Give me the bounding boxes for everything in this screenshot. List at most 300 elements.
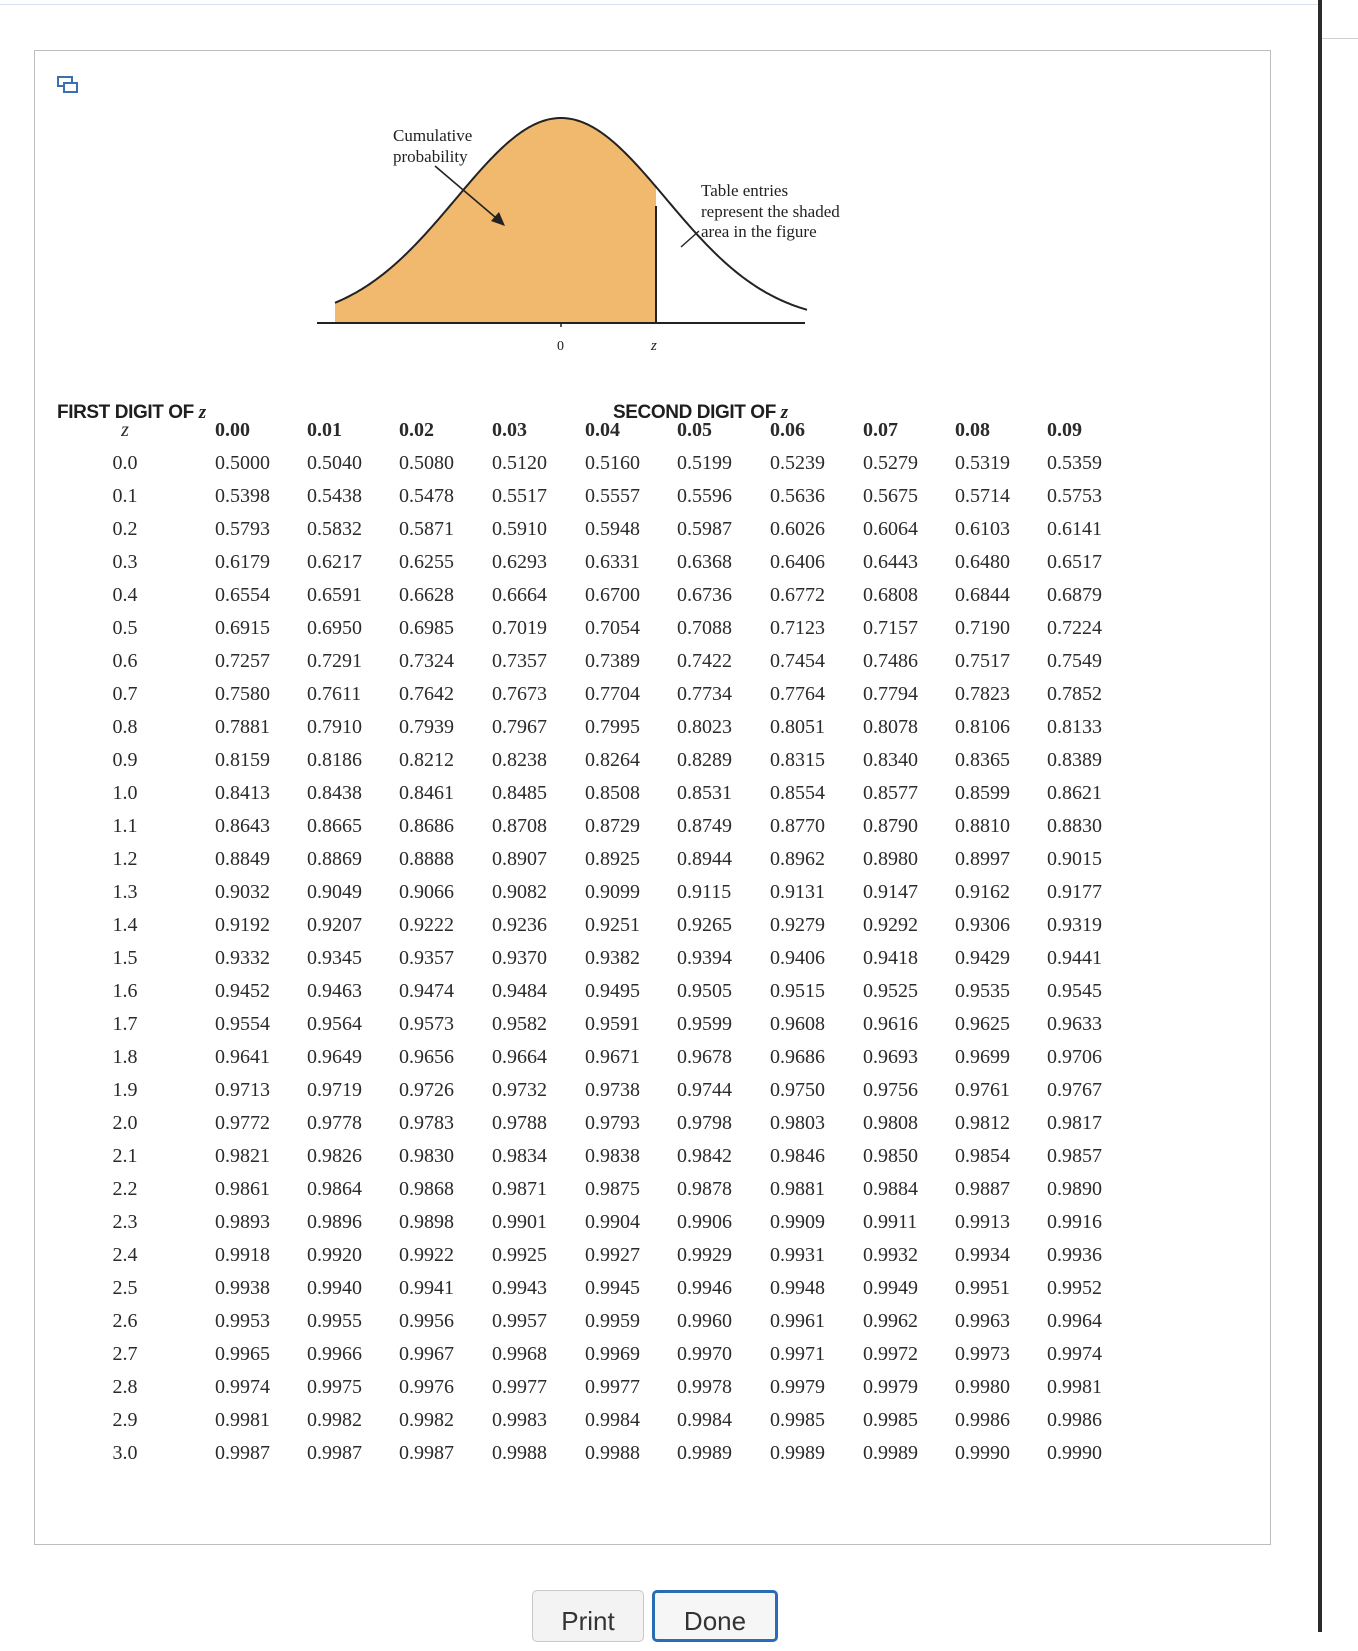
table-cell: 0.9049: [307, 881, 362, 903]
table-cell: 0.9987: [399, 1442, 454, 1464]
table-cell: 0.9934: [955, 1244, 1010, 1266]
table-cell: 0.5793: [215, 518, 270, 540]
table-cell: 0.9971: [770, 1343, 825, 1365]
column-header: 0.01: [307, 419, 342, 441]
table-cell: 0.9830: [399, 1145, 454, 1167]
table-cell: 0.7823: [955, 683, 1010, 705]
table-cell: 0.8869: [307, 848, 362, 870]
table-cell: 0.9842: [677, 1145, 732, 1167]
table-cell: 0.9984: [677, 1409, 732, 1431]
table-cell: 0.9938: [215, 1277, 270, 1299]
table-cell: 0.9357: [399, 947, 454, 969]
table-row: [35, 713, 1272, 741]
table-cell: 0.8790: [863, 815, 918, 837]
table-cell: 0.9982: [307, 1409, 362, 1431]
table-cell: 0.9099: [585, 881, 640, 903]
table-cell: 0.6915: [215, 617, 270, 639]
table-cell: 0.8508: [585, 782, 640, 804]
table-cell: 0.9761: [955, 1079, 1010, 1101]
table-cell: 0.9382: [585, 947, 640, 969]
table-row: [35, 482, 1272, 510]
z-row-label: 0.1: [112, 485, 138, 507]
table-cell: 0.9686: [770, 1046, 825, 1068]
table-cell: 0.9306: [955, 914, 1010, 936]
table-row: [35, 1406, 1272, 1434]
table-cell: 0.9756: [863, 1079, 918, 1101]
z-row-label: 0.2: [112, 518, 138, 540]
table-cell: 0.9981: [1047, 1376, 1102, 1398]
column-header: 0.02: [399, 419, 434, 441]
top-divider: [0, 4, 1318, 5]
table-cell: 0.9591: [585, 1013, 640, 1035]
table-cell: 0.9525: [863, 980, 918, 1002]
column-header: 0.06: [770, 419, 805, 441]
table-cell: 0.5987: [677, 518, 732, 540]
table-cell: 0.5714: [955, 485, 1010, 507]
table-cell: 0.9959: [585, 1310, 640, 1332]
table-cell: 0.9949: [863, 1277, 918, 1299]
table-cell: 0.6026: [770, 518, 825, 540]
table-cell: 0.9474: [399, 980, 454, 1002]
table-cell: 0.9941: [399, 1277, 454, 1299]
table-cell: 0.9913: [955, 1211, 1010, 1233]
table-cell: 0.9719: [307, 1079, 362, 1101]
table-cell: 0.9887: [955, 1178, 1010, 1200]
column-header: 0.03: [492, 419, 527, 441]
table-cell: 0.9713: [215, 1079, 270, 1101]
table-cell: 0.9931: [770, 1244, 825, 1266]
table-cell: 0.8023: [677, 716, 732, 738]
table-cell: 0.9394: [677, 947, 732, 969]
table-cell: 0.9812: [955, 1112, 1010, 1134]
table-cell: 0.6443: [863, 551, 918, 573]
table-row: [35, 449, 1272, 477]
table-cell: 0.9977: [492, 1376, 547, 1398]
table-cell: 0.9484: [492, 980, 547, 1002]
table-row: [35, 1307, 1272, 1335]
table-cell: 0.9706: [1047, 1046, 1102, 1068]
table-cell: 0.9783: [399, 1112, 454, 1134]
table-cell: 0.8944: [677, 848, 732, 870]
table-cell: 0.9370: [492, 947, 547, 969]
table-cell: 0.9515: [770, 980, 825, 1002]
column-header: 0.05: [677, 419, 712, 441]
table-cell: 0.7910: [307, 716, 362, 738]
table-cell: 0.6879: [1047, 584, 1102, 606]
right-panel-divider: [1322, 38, 1358, 39]
z-row-label: 0.5: [112, 617, 138, 639]
table-cell: 0.9884: [863, 1178, 918, 1200]
table-cell: 0.9881: [770, 1178, 825, 1200]
table-cell: 0.7123: [770, 617, 825, 639]
table-cell: 0.9975: [307, 1376, 362, 1398]
table-cell: 0.7157: [863, 617, 918, 639]
table-cell: 0.9418: [863, 947, 918, 969]
table-cell: 0.9798: [677, 1112, 732, 1134]
table-cell: 0.9664: [492, 1046, 547, 1068]
table-row: [35, 1373, 1272, 1401]
table-cell: 0.9896: [307, 1211, 362, 1233]
table-cell: 0.9964: [1047, 1310, 1102, 1332]
table-cell: 0.9984: [585, 1409, 640, 1431]
table-cell: 0.8340: [863, 749, 918, 771]
table-cell: 0.8289: [677, 749, 732, 771]
table-cell: 0.9554: [215, 1013, 270, 1035]
table-cell: 0.9192: [215, 914, 270, 936]
table-cell: 0.7224: [1047, 617, 1102, 639]
table-row: [35, 647, 1272, 675]
table-cell: 0.9963: [955, 1310, 1010, 1332]
table-cell: 0.5948: [585, 518, 640, 540]
table-cell: 0.9932: [863, 1244, 918, 1266]
table-cell: 0.9904: [585, 1211, 640, 1233]
table-cell: 0.8133: [1047, 716, 1102, 738]
table-row: [35, 1076, 1272, 1104]
label-probability: probability: [393, 147, 468, 166]
first-digit-header-text: FIRST DIGIT OF: [57, 402, 194, 423]
table-cell: 0.8810: [955, 815, 1010, 837]
table-cell: 0.5753: [1047, 485, 1102, 507]
table-cell: 0.9265: [677, 914, 732, 936]
table-cell: 0.9982: [399, 1409, 454, 1431]
table-row: [35, 911, 1272, 939]
table-cell: 0.9948: [770, 1277, 825, 1299]
table-cell: 0.7517: [955, 650, 1010, 672]
table-cell: 0.5438: [307, 485, 362, 507]
table-cell: 0.7324: [399, 650, 454, 672]
table-cell: 0.9131: [770, 881, 825, 903]
table-cell: 0.7967: [492, 716, 547, 738]
table-row: [35, 1109, 1272, 1137]
column-header: 0.09: [1047, 419, 1082, 441]
table-cell: 0.6591: [307, 584, 362, 606]
table-cell: 0.9582: [492, 1013, 547, 1035]
table-cell: 0.9951: [955, 1277, 1010, 1299]
table-cell: 0.7019: [492, 617, 547, 639]
table-cell: 0.9147: [863, 881, 918, 903]
axis-zero-label: 0: [557, 339, 564, 354]
note-line-3: area in the figure: [701, 222, 817, 241]
table-cell: 0.9452: [215, 980, 270, 1002]
column-header: 0.04: [585, 419, 620, 441]
table-cell: 0.9961: [770, 1310, 825, 1332]
table-cell: 0.9960: [677, 1310, 732, 1332]
table-cell: 0.9969: [585, 1343, 640, 1365]
table-cell: 0.5517: [492, 485, 547, 507]
table-cell: 0.9871: [492, 1178, 547, 1200]
table-cell: 0.9990: [1047, 1442, 1102, 1464]
z-row-label: 1.1: [112, 815, 138, 837]
table-cell: 0.9693: [863, 1046, 918, 1068]
table-cell: 0.7190: [955, 617, 1010, 639]
table-cell: 0.9616: [863, 1013, 918, 1035]
table-row: [35, 779, 1272, 807]
table-cell: 0.9803: [770, 1112, 825, 1134]
table-cell: 0.5000: [215, 452, 270, 474]
table-cell: 0.9929: [677, 1244, 732, 1266]
table-cell: 0.7704: [585, 683, 640, 705]
table-row: [35, 1175, 1272, 1203]
table-cell: 0.7852: [1047, 683, 1102, 705]
table-cell: 0.8577: [863, 782, 918, 804]
table-cell: 0.9573: [399, 1013, 454, 1035]
table-cell: 0.9989: [770, 1442, 825, 1464]
table-cell: 0.8849: [215, 848, 270, 870]
table-cell: 0.9957: [492, 1310, 547, 1332]
table-cell: 0.7611: [307, 683, 362, 705]
z-table-panel: [34, 50, 1271, 1545]
table-cell: 0.9953: [215, 1310, 270, 1332]
table-cell: 0.8389: [1047, 749, 1102, 771]
table-cell: 0.8686: [399, 815, 454, 837]
window-right-border: [1318, 0, 1322, 1632]
table-cell: 0.9732: [492, 1079, 547, 1101]
table-cell: 0.6517: [1047, 551, 1102, 573]
done-button[interactable]: Done: [652, 1590, 778, 1642]
table-cell: 0.8997: [955, 848, 1010, 870]
table-cell: 0.9861: [215, 1178, 270, 1200]
table-cell: 0.9966: [307, 1343, 362, 1365]
table-cell: 0.5832: [307, 518, 362, 540]
table-cell: 0.9878: [677, 1178, 732, 1200]
table-cell: 0.8461: [399, 782, 454, 804]
table-cell: 0.9986: [955, 1409, 1010, 1431]
table-cell: 0.9962: [863, 1310, 918, 1332]
table-cell: 0.7673: [492, 683, 547, 705]
table-cell: 0.9778: [307, 1112, 362, 1134]
table-cell: 0.9890: [1047, 1178, 1102, 1200]
table-cell: 0.9535: [955, 980, 1010, 1002]
table-cell: 0.9726: [399, 1079, 454, 1101]
table-cell: 0.9985: [770, 1409, 825, 1431]
table-cell: 0.9406: [770, 947, 825, 969]
table-cell: 0.8159: [215, 749, 270, 771]
table-cell: 0.5239: [770, 452, 825, 474]
table-cell: 0.9332: [215, 947, 270, 969]
table-cell: 0.6628: [399, 584, 454, 606]
table-cell: 0.9985: [863, 1409, 918, 1431]
z-row-label: 2.5: [112, 1277, 138, 1299]
table-cell: 0.5080: [399, 452, 454, 474]
table-cell: 0.9972: [863, 1343, 918, 1365]
table-cell: 0.9936: [1047, 1244, 1102, 1266]
table-cell: 0.8212: [399, 749, 454, 771]
table-cell: 0.9162: [955, 881, 1010, 903]
table-cell: 0.8980: [863, 848, 918, 870]
table-row: [35, 1142, 1272, 1170]
table-row: [35, 1340, 1272, 1368]
table-cell: 0.9279: [770, 914, 825, 936]
table-cell: 0.9564: [307, 1013, 362, 1035]
table-row: [35, 680, 1272, 708]
table-cell: 0.9901: [492, 1211, 547, 1233]
table-cell: 0.9495: [585, 980, 640, 1002]
z-row-label: 0.8: [112, 716, 138, 738]
z-row-label: 2.0: [112, 1112, 138, 1134]
table-cell: 0.8749: [677, 815, 732, 837]
table-cell: 0.9875: [585, 1178, 640, 1200]
z-row-label: 2.9: [112, 1409, 138, 1431]
z-row-label: 1.2: [112, 848, 138, 870]
table-row: [35, 977, 1272, 1005]
table-cell: 0.9808: [863, 1112, 918, 1134]
table-cell: 0.8438: [307, 782, 362, 804]
z-row-label: 0.0: [112, 452, 138, 474]
table-cell: 0.5398: [215, 485, 270, 507]
table-cell: 0.9986: [1047, 1409, 1102, 1431]
table-cell: 0.8962: [770, 848, 825, 870]
table-cell: 0.6844: [955, 584, 1010, 606]
table-cell: 0.6985: [399, 617, 454, 639]
table-cell: 0.8078: [863, 716, 918, 738]
table-cell: 0.9854: [955, 1145, 1010, 1167]
z-column-header: z: [121, 419, 129, 441]
table-cell: 0.9967: [399, 1343, 454, 1365]
table-cell: 0.8106: [955, 716, 1010, 738]
table-cell: 0.6217: [307, 551, 362, 573]
table-cell: 0.6255: [399, 551, 454, 573]
table-cell: 0.9846: [770, 1145, 825, 1167]
table-cell: 0.9767: [1047, 1079, 1102, 1101]
table-cell: 0.7257: [215, 650, 270, 672]
table-cell: 0.8264: [585, 749, 640, 771]
table-row: [35, 845, 1272, 873]
table-cell: 0.8888: [399, 848, 454, 870]
table-cell: 0.9988: [492, 1442, 547, 1464]
table-cell: 0.9898: [399, 1211, 454, 1233]
table-row: [35, 614, 1272, 642]
table-cell: 0.6331: [585, 551, 640, 573]
table-cell: 0.9441: [1047, 947, 1102, 969]
print-button[interactable]: Print: [532, 1590, 644, 1642]
table-cell: 0.9032: [215, 881, 270, 903]
table-cell: 0.9956: [399, 1310, 454, 1332]
z-row-label: 1.7: [112, 1013, 138, 1035]
table-cell: 0.9973: [955, 1343, 1010, 1365]
table-cell: 0.8925: [585, 848, 640, 870]
z-row-label: 1.4: [112, 914, 138, 936]
table-cell: 0.9927: [585, 1244, 640, 1266]
table-cell: 0.9978: [677, 1376, 732, 1398]
table-cell: 0.5675: [863, 485, 918, 507]
table-cell: 0.9981: [215, 1409, 270, 1431]
table-cell: 0.9649: [307, 1046, 362, 1068]
table-cell: 0.7357: [492, 650, 547, 672]
table-cell: 0.5478: [399, 485, 454, 507]
table-cell: 0.8708: [492, 815, 547, 837]
table-cell: 0.9922: [399, 1244, 454, 1266]
table-cell: 0.6103: [955, 518, 1010, 540]
second-digit-header-text: SECOND DIGIT OF: [613, 402, 776, 423]
table-cell: 0.5871: [399, 518, 454, 540]
table-cell: 0.9850: [863, 1145, 918, 1167]
table-cell: 0.6406: [770, 551, 825, 573]
table-cell: 0.5199: [677, 452, 732, 474]
table-cell: 0.8186: [307, 749, 362, 771]
table-cell: 0.9965: [215, 1343, 270, 1365]
table-cell: 0.6808: [863, 584, 918, 606]
table-cell: 0.9980: [955, 1376, 1010, 1398]
table-cell: 0.8621: [1047, 782, 1102, 804]
table-row: [35, 1043, 1272, 1071]
table-cell: 0.9970: [677, 1343, 732, 1365]
table-cell: 0.9463: [307, 980, 362, 1002]
table-cell: 0.9834: [492, 1145, 547, 1167]
table-row: [35, 548, 1272, 576]
axis-z-label: z: [651, 338, 657, 354]
table-cell: 0.8485: [492, 782, 547, 804]
table-cell: 0.9826: [307, 1145, 362, 1167]
table-cell: 0.6554: [215, 584, 270, 606]
z-row-label: 0.9: [112, 749, 138, 771]
table-cell: 0.9916: [1047, 1211, 1102, 1233]
table-cell: 0.9988: [585, 1442, 640, 1464]
z-row-label: 0.6: [112, 650, 138, 672]
table-cell: 0.9893: [215, 1211, 270, 1233]
table-cell: 0.6480: [955, 551, 1010, 573]
table-cell: 0.9945: [585, 1277, 640, 1299]
column-header: 0.08: [955, 419, 990, 441]
column-header: 0.07: [863, 419, 898, 441]
table-cell: 0.6141: [1047, 518, 1102, 540]
table-cell: 0.9990: [955, 1442, 1010, 1464]
table-cell: 0.8643: [215, 815, 270, 837]
table-cell: 0.7454: [770, 650, 825, 672]
label-cumulative: Cumulative: [393, 126, 473, 145]
table-cell: 0.9979: [863, 1376, 918, 1398]
table-cell: 0.9952: [1047, 1277, 1102, 1299]
table-cell: 0.9505: [677, 980, 732, 1002]
table-row: [35, 944, 1272, 972]
table-cell: 0.9920: [307, 1244, 362, 1266]
table-cell: 0.7881: [215, 716, 270, 738]
table-cell: 0.9974: [1047, 1343, 1102, 1365]
table-cell: 0.6700: [585, 584, 640, 606]
z-row-label: 0.7: [112, 683, 138, 705]
table-cell: 0.6772: [770, 584, 825, 606]
table-cell: 0.8051: [770, 716, 825, 738]
table-cell: 0.9608: [770, 1013, 825, 1035]
table-cell: 0.9633: [1047, 1013, 1102, 1035]
table-cell: 0.9817: [1047, 1112, 1102, 1134]
table-cell: 0.9678: [677, 1046, 732, 1068]
table-cell: 0.5910: [492, 518, 547, 540]
table-cell: 0.5120: [492, 452, 547, 474]
table-cell: 0.9976: [399, 1376, 454, 1398]
table-cell: 0.9987: [307, 1442, 362, 1464]
table-cell: 0.9943: [492, 1277, 547, 1299]
table-cell: 0.8365: [955, 749, 1010, 771]
note-line-2: represent the shaded: [701, 202, 840, 221]
table-cell: 0.9177: [1047, 881, 1102, 903]
table-cell: 0.7734: [677, 683, 732, 705]
z-row-label: 2.4: [112, 1244, 138, 1266]
z-row-label: 1.6: [112, 980, 138, 1002]
table-cell: 0.9987: [215, 1442, 270, 1464]
table-cell: 0.6179: [215, 551, 270, 573]
table-cell: 0.9625: [955, 1013, 1010, 1035]
table-cell: 0.8830: [1047, 815, 1102, 837]
table-cell: 0.7549: [1047, 650, 1102, 672]
table-cell: 0.9918: [215, 1244, 270, 1266]
table-cell: 0.9864: [307, 1178, 362, 1200]
z-row-label: 1.3: [112, 881, 138, 903]
table-cell: 0.6664: [492, 584, 547, 606]
note-line-1: Table entries: [701, 181, 789, 200]
table-cell: 0.8599: [955, 782, 1010, 804]
table-cell: 0.9015: [1047, 848, 1102, 870]
table-cell: 0.9082: [492, 881, 547, 903]
